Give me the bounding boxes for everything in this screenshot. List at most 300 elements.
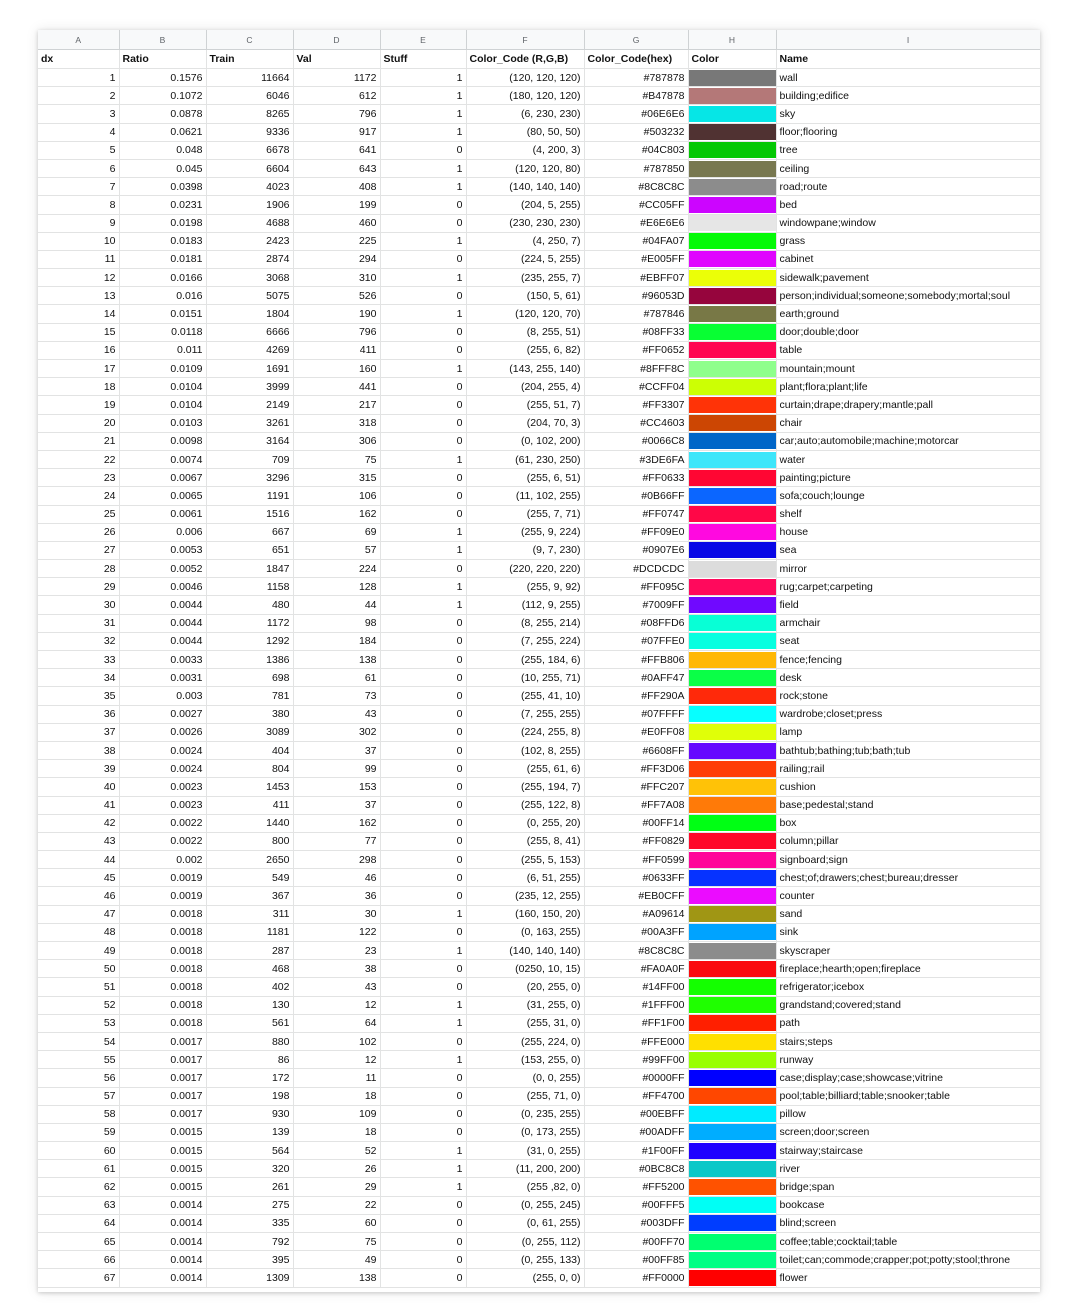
cell-val[interactable]: 411 — [293, 341, 380, 359]
cell-rgb[interactable]: (0, 163, 255) — [466, 923, 584, 941]
cell-train[interactable]: 1516 — [206, 505, 293, 523]
cell-train[interactable]: 311 — [206, 905, 293, 923]
cell-idx[interactable]: 11 — [38, 250, 119, 268]
cell-name[interactable]: desk — [776, 669, 1040, 687]
cell-val[interactable]: 102 — [293, 1032, 380, 1050]
column-letter-a[interactable]: A — [38, 30, 119, 50]
cell-ratio[interactable]: 0.1072 — [119, 87, 206, 105]
cell-val[interactable]: 184 — [293, 632, 380, 650]
cell-color[interactable] — [688, 341, 776, 359]
cell-idx[interactable]: 32 — [38, 632, 119, 650]
cell-val[interactable]: 99 — [293, 760, 380, 778]
cell-name[interactable]: signboard;sign — [776, 851, 1040, 869]
cell-rgb[interactable]: (0, 102, 200) — [466, 432, 584, 450]
cell-ratio[interactable]: 0.1576 — [119, 69, 206, 87]
cell-name[interactable]: chest;of;drawers;chest;bureau;dresser — [776, 869, 1040, 887]
cell-idx[interactable]: 62 — [38, 1178, 119, 1196]
cell-name[interactable]: path — [776, 1014, 1040, 1032]
cell-color[interactable] — [688, 541, 776, 559]
cell-stuff[interactable]: 1 — [380, 69, 466, 87]
cell-color[interactable] — [688, 396, 776, 414]
cell-name[interactable]: blind;screen — [776, 1214, 1040, 1232]
cell-name[interactable]: counter — [776, 887, 1040, 905]
cell-color[interactable] — [688, 942, 776, 960]
cell-val[interactable]: 315 — [293, 469, 380, 487]
cell-name[interactable]: sand — [776, 905, 1040, 923]
header-stuff[interactable]: Stuff — [380, 50, 466, 69]
cell-stuff[interactable]: 1 — [380, 905, 466, 923]
cell-ratio[interactable]: 0.0044 — [119, 596, 206, 614]
cell-hex[interactable]: #787846 — [584, 305, 688, 323]
cell-stuff[interactable]: 0 — [380, 214, 466, 232]
cell-color[interactable] — [688, 741, 776, 759]
cell-val[interactable]: 138 — [293, 1269, 380, 1287]
cell-hex[interactable]: #8C8C8C — [584, 178, 688, 196]
cell-stuff[interactable]: 0 — [380, 614, 466, 632]
cell-idx[interactable]: 28 — [38, 560, 119, 578]
cell-name[interactable]: fence;fencing — [776, 651, 1040, 669]
cell-ratio[interactable]: 0.0109 — [119, 360, 206, 378]
cell-rgb[interactable]: (120, 120, 120) — [466, 69, 584, 87]
cell-idx[interactable]: 43 — [38, 832, 119, 850]
cell-ratio[interactable]: 0.0022 — [119, 832, 206, 850]
cell-name[interactable]: lamp — [776, 723, 1040, 741]
cell-train[interactable]: 172 — [206, 1069, 293, 1087]
cell-name[interactable]: wall — [776, 69, 1040, 87]
cell-idx[interactable]: 3 — [38, 105, 119, 123]
cell-hex[interactable]: #003DFF — [584, 1214, 688, 1232]
cell-stuff[interactable]: 1 — [380, 596, 466, 614]
cell-color[interactable] — [688, 560, 776, 578]
cell-idx[interactable]: 4 — [38, 123, 119, 141]
cell-val[interactable]: 61 — [293, 669, 380, 687]
column-letter-i[interactable]: I — [776, 30, 1040, 50]
cell-color[interactable] — [688, 305, 776, 323]
cell-ratio[interactable]: 0.0621 — [119, 123, 206, 141]
cell-ratio[interactable]: 0.0053 — [119, 541, 206, 559]
cell-train[interactable]: 1309 — [206, 1269, 293, 1287]
cell-val[interactable]: 44 — [293, 596, 380, 614]
cell-color[interactable] — [688, 923, 776, 941]
cell-stuff[interactable]: 0 — [380, 832, 466, 850]
cell-stuff[interactable]: 1 — [380, 360, 466, 378]
cell-hex[interactable]: #0B66FF — [584, 487, 688, 505]
cell-rgb[interactable]: (255, 9, 224) — [466, 523, 584, 541]
cell-color[interactable] — [688, 432, 776, 450]
cell-stuff[interactable]: 1 — [380, 305, 466, 323]
cell-rgb[interactable]: (8, 255, 51) — [466, 323, 584, 341]
cell-rgb[interactable]: (224, 255, 8) — [466, 723, 584, 741]
cell-idx[interactable]: 49 — [38, 942, 119, 960]
cell-hex[interactable]: #07FFFF — [584, 705, 688, 723]
column-letter-c[interactable]: C — [206, 30, 293, 50]
cell-idx[interactable]: 1 — [38, 69, 119, 87]
cell-train[interactable]: 1386 — [206, 651, 293, 669]
cell-ratio[interactable]: 0.011 — [119, 341, 206, 359]
cell-hex[interactable]: #B47878 — [584, 87, 688, 105]
header-dx[interactable]: dx — [38, 50, 119, 69]
cell-rgb[interactable]: (0, 0, 255) — [466, 1069, 584, 1087]
cell-ratio[interactable]: 0.0018 — [119, 905, 206, 923]
cell-idx[interactable]: 26 — [38, 523, 119, 541]
cell-idx[interactable]: 38 — [38, 741, 119, 759]
cell-color[interactable] — [688, 960, 776, 978]
cell-name[interactable]: ceiling — [776, 159, 1040, 177]
cell-ratio[interactable]: 0.0022 — [119, 814, 206, 832]
cell-ratio[interactable]: 0.0031 — [119, 669, 206, 687]
cell-hex[interactable]: #99FF00 — [584, 1051, 688, 1069]
cell-color[interactable] — [688, 1178, 776, 1196]
cell-stuff[interactable]: 0 — [380, 869, 466, 887]
cell-ratio[interactable]: 0.0019 — [119, 887, 206, 905]
cell-rgb[interactable]: (255, 184, 6) — [466, 651, 584, 669]
cell-idx[interactable]: 23 — [38, 469, 119, 487]
cell-train[interactable]: 549 — [206, 869, 293, 887]
cell-train[interactable]: 651 — [206, 541, 293, 559]
cell-hex[interactable]: #787850 — [584, 159, 688, 177]
cell-stuff[interactable]: 0 — [380, 651, 466, 669]
cell-val[interactable]: 1172 — [293, 69, 380, 87]
cell-name[interactable]: column;pillar — [776, 832, 1040, 850]
cell-idx[interactable]: 39 — [38, 760, 119, 778]
cell-color[interactable] — [688, 123, 776, 141]
cell-name[interactable]: box — [776, 814, 1040, 832]
cell-stuff[interactable]: 0 — [380, 960, 466, 978]
cell-train[interactable]: 4023 — [206, 178, 293, 196]
cell-val[interactable]: 917 — [293, 123, 380, 141]
cell-train[interactable]: 380 — [206, 705, 293, 723]
cell-color[interactable] — [688, 1160, 776, 1178]
cell-val[interactable]: 18 — [293, 1123, 380, 1141]
cell-val[interactable]: 73 — [293, 687, 380, 705]
cell-val[interactable]: 75 — [293, 1233, 380, 1251]
cell-hex[interactable]: #0000FF — [584, 1069, 688, 1087]
cell-stuff[interactable]: 0 — [380, 487, 466, 505]
cell-stuff[interactable]: 0 — [380, 851, 466, 869]
cell-idx[interactable]: 16 — [38, 341, 119, 359]
cell-rgb[interactable]: (7, 255, 224) — [466, 632, 584, 650]
cell-hex[interactable]: #503232 — [584, 123, 688, 141]
cell-stuff[interactable]: 0 — [380, 1233, 466, 1251]
cell-stuff[interactable]: 1 — [380, 87, 466, 105]
cell-color[interactable] — [688, 105, 776, 123]
cell-color[interactable] — [688, 1196, 776, 1214]
cell-ratio[interactable]: 0.0017 — [119, 1032, 206, 1050]
cell-color[interactable] — [688, 232, 776, 250]
cell-train[interactable]: 402 — [206, 978, 293, 996]
cell-train[interactable]: 698 — [206, 669, 293, 687]
cell-ratio[interactable]: 0.0014 — [119, 1214, 206, 1232]
cell-name[interactable]: rug;carpet;carpeting — [776, 578, 1040, 596]
cell-name[interactable]: pool;table;billiard;table;snooker;table — [776, 1087, 1040, 1105]
cell-train[interactable]: 3164 — [206, 432, 293, 450]
cell-hex[interactable]: #FFB806 — [584, 651, 688, 669]
cell-idx[interactable]: 24 — [38, 487, 119, 505]
cell-name[interactable]: wardrobe;closet;press — [776, 705, 1040, 723]
cell-name[interactable]: plant;flora;plant;life — [776, 378, 1040, 396]
cell-ratio[interactable]: 0.0027 — [119, 705, 206, 723]
cell-stuff[interactable]: 0 — [380, 814, 466, 832]
cell-val[interactable]: 38 — [293, 960, 380, 978]
cell-idx[interactable]: 8 — [38, 196, 119, 214]
cell-name[interactable]: door;double;door — [776, 323, 1040, 341]
cell-idx[interactable]: 29 — [38, 578, 119, 596]
cell-train[interactable]: 198 — [206, 1087, 293, 1105]
cell-stuff[interactable]: 0 — [380, 687, 466, 705]
cell-idx[interactable]: 2 — [38, 87, 119, 105]
cell-val[interactable]: 612 — [293, 87, 380, 105]
cell-rgb[interactable]: (255, 5, 153) — [466, 851, 584, 869]
cell-hex[interactable]: #FF095C — [584, 578, 688, 596]
cell-train[interactable]: 1191 — [206, 487, 293, 505]
cell-rgb[interactable]: (10, 255, 71) — [466, 669, 584, 687]
cell-hex[interactable]: #07FFE0 — [584, 632, 688, 650]
cell-hex[interactable]: #FF09E0 — [584, 523, 688, 541]
cell-color[interactable] — [688, 1014, 776, 1032]
cell-color[interactable] — [688, 269, 776, 287]
cell-stuff[interactable]: 0 — [380, 1123, 466, 1141]
cell-train[interactable]: 4688 — [206, 214, 293, 232]
cell-stuff[interactable]: 0 — [380, 669, 466, 687]
cell-name[interactable]: water — [776, 450, 1040, 468]
cell-name[interactable]: chair — [776, 414, 1040, 432]
cell-val[interactable]: 526 — [293, 287, 380, 305]
cell-name[interactable]: cushion — [776, 778, 1040, 796]
cell-color[interactable] — [688, 141, 776, 159]
cell-hex[interactable]: #0BC8C8 — [584, 1160, 688, 1178]
header-color-code-hex[interactable]: Color_Code(hex) — [584, 50, 688, 69]
cell-hex[interactable]: #1F00FF — [584, 1142, 688, 1160]
cell-name[interactable]: base;pedestal;stand — [776, 796, 1040, 814]
cell-color[interactable] — [688, 1051, 776, 1069]
cell-color[interactable] — [688, 996, 776, 1014]
cell-train[interactable]: 395 — [206, 1251, 293, 1269]
cell-stuff[interactable]: 0 — [380, 141, 466, 159]
cell-color[interactable] — [688, 159, 776, 177]
cell-hex[interactable]: #96053D — [584, 287, 688, 305]
cell-name[interactable]: runway — [776, 1051, 1040, 1069]
cell-hex[interactable]: #0066C8 — [584, 432, 688, 450]
cell-ratio[interactable]: 0.0017 — [119, 1069, 206, 1087]
cell-hex[interactable]: #E005FF — [584, 250, 688, 268]
cell-hex[interactable]: #00FF85 — [584, 1251, 688, 1269]
cell-val[interactable]: 310 — [293, 269, 380, 287]
cell-color[interactable] — [688, 414, 776, 432]
cell-rgb[interactable]: (140, 140, 140) — [466, 942, 584, 960]
cell-ratio[interactable]: 0.0023 — [119, 778, 206, 796]
cell-val[interactable]: 12 — [293, 996, 380, 1014]
cell-ratio[interactable]: 0.0018 — [119, 978, 206, 996]
cell-train[interactable]: 2874 — [206, 250, 293, 268]
cell-rgb[interactable]: (0, 173, 255) — [466, 1123, 584, 1141]
cell-name[interactable]: grandstand;covered;stand — [776, 996, 1040, 1014]
cell-color[interactable] — [688, 196, 776, 214]
cell-rgb[interactable]: (255, 8, 41) — [466, 832, 584, 850]
cell-rgb[interactable]: (80, 50, 50) — [466, 123, 584, 141]
cell-stuff[interactable]: 0 — [380, 705, 466, 723]
cell-train[interactable]: 6666 — [206, 323, 293, 341]
cell-stuff[interactable]: 0 — [380, 1251, 466, 1269]
cell-rgb[interactable]: (112, 9, 255) — [466, 596, 584, 614]
cell-stuff[interactable]: 1 — [380, 178, 466, 196]
cell-idx[interactable]: 18 — [38, 378, 119, 396]
cell-train[interactable]: 86 — [206, 1051, 293, 1069]
cell-idx[interactable]: 58 — [38, 1105, 119, 1123]
cell-idx[interactable]: 54 — [38, 1032, 119, 1050]
cell-name[interactable]: tree — [776, 141, 1040, 159]
cell-rgb[interactable]: (235, 12, 255) — [466, 887, 584, 905]
cell-idx[interactable]: 15 — [38, 323, 119, 341]
cell-color[interactable] — [688, 87, 776, 105]
cell-hex[interactable]: #FFC207 — [584, 778, 688, 796]
cell-hex[interactable]: #E6E6E6 — [584, 214, 688, 232]
cell-name[interactable]: rock;stone — [776, 687, 1040, 705]
cell-val[interactable]: 162 — [293, 814, 380, 832]
cell-train[interactable]: 275 — [206, 1196, 293, 1214]
cell-rgb[interactable]: (4, 200, 3) — [466, 141, 584, 159]
cell-val[interactable]: 796 — [293, 105, 380, 123]
cell-val[interactable]: 26 — [293, 1160, 380, 1178]
cell-rgb[interactable]: (0250, 10, 15) — [466, 960, 584, 978]
cell-color[interactable] — [688, 214, 776, 232]
cell-idx[interactable]: 41 — [38, 796, 119, 814]
cell-name[interactable]: sidewalk;pavement — [776, 269, 1040, 287]
cell-val[interactable]: 12 — [293, 1051, 380, 1069]
cell-rgb[interactable]: (160, 150, 20) — [466, 905, 584, 923]
cell-hex[interactable]: #04FA07 — [584, 232, 688, 250]
cell-ratio[interactable]: 0.0065 — [119, 487, 206, 505]
cell-stuff[interactable]: 0 — [380, 778, 466, 796]
cell-idx[interactable]: 7 — [38, 178, 119, 196]
cell-rgb[interactable]: (61, 230, 250) — [466, 450, 584, 468]
cell-color[interactable] — [688, 360, 776, 378]
cell-rgb[interactable]: (255, 194, 7) — [466, 778, 584, 796]
cell-color[interactable] — [688, 1269, 776, 1287]
cell-rgb[interactable]: (255, 6, 82) — [466, 341, 584, 359]
cell-train[interactable]: 709 — [206, 450, 293, 468]
cell-hex[interactable]: #8C8C8C — [584, 942, 688, 960]
cell-hex[interactable]: #FF1F00 — [584, 1014, 688, 1032]
cell-rgb[interactable]: (255 ,82, 0) — [466, 1178, 584, 1196]
cell-rgb[interactable]: (31, 255, 0) — [466, 996, 584, 1014]
cell-hex[interactable]: #06E6E6 — [584, 105, 688, 123]
cell-color[interactable] — [688, 705, 776, 723]
cell-idx[interactable]: 50 — [38, 960, 119, 978]
cell-stuff[interactable]: 0 — [380, 1032, 466, 1050]
cell-rgb[interactable]: (255, 9, 92) — [466, 578, 584, 596]
cell-ratio[interactable]: 0.0023 — [119, 796, 206, 814]
cell-ratio[interactable]: 0.0015 — [119, 1160, 206, 1178]
cell-hex[interactable]: #787878 — [584, 69, 688, 87]
cell-stuff[interactable]: 1 — [380, 123, 466, 141]
cell-ratio[interactable]: 0.0198 — [119, 214, 206, 232]
column-letter-f[interactable]: F — [466, 30, 584, 50]
cell-idx[interactable]: 34 — [38, 669, 119, 687]
cell-ratio[interactable]: 0.0024 — [119, 741, 206, 759]
cell-stuff[interactable]: 0 — [380, 196, 466, 214]
cell-rgb[interactable]: (143, 255, 140) — [466, 360, 584, 378]
cell-color[interactable] — [688, 1233, 776, 1251]
cell-idx[interactable]: 9 — [38, 214, 119, 232]
cell-idx[interactable]: 22 — [38, 450, 119, 468]
cell-color[interactable] — [688, 651, 776, 669]
cell-stuff[interactable]: 0 — [380, 741, 466, 759]
cell-name[interactable]: mountain;mount — [776, 360, 1040, 378]
cell-ratio[interactable]: 0.006 — [119, 523, 206, 541]
cell-idx[interactable]: 67 — [38, 1269, 119, 1287]
cell-rgb[interactable]: (6, 51, 255) — [466, 869, 584, 887]
cell-ratio[interactable]: 0.0018 — [119, 1014, 206, 1032]
cell-hex[interactable]: #6608FF — [584, 741, 688, 759]
cell-idx[interactable]: 44 — [38, 851, 119, 869]
cell-hex[interactable]: #FF0000 — [584, 1269, 688, 1287]
cell-train[interactable]: 3068 — [206, 269, 293, 287]
cell-name[interactable]: person;individual;someone;somebody;mortal;soul — [776, 287, 1040, 305]
cell-val[interactable]: 441 — [293, 378, 380, 396]
cell-val[interactable]: 64 — [293, 1014, 380, 1032]
cell-ratio[interactable]: 0.0014 — [119, 1251, 206, 1269]
cell-val[interactable]: 98 — [293, 614, 380, 632]
cell-train[interactable]: 468 — [206, 960, 293, 978]
cell-ratio[interactable]: 0.045 — [119, 159, 206, 177]
header-ratio[interactable]: Ratio — [119, 50, 206, 69]
cell-stuff[interactable]: 0 — [380, 723, 466, 741]
cell-name[interactable]: sink — [776, 923, 1040, 941]
cell-name[interactable]: sky — [776, 105, 1040, 123]
cell-idx[interactable]: 17 — [38, 360, 119, 378]
cell-rgb[interactable]: (220, 220, 220) — [466, 560, 584, 578]
cell-ratio[interactable]: 0.0398 — [119, 178, 206, 196]
cell-ratio[interactable]: 0.0118 — [119, 323, 206, 341]
cell-hex[interactable]: #FFE000 — [584, 1032, 688, 1050]
cell-hex[interactable]: #FF5200 — [584, 1178, 688, 1196]
cell-name[interactable]: windowpane;window — [776, 214, 1040, 232]
cell-train[interactable]: 2650 — [206, 851, 293, 869]
cell-idx[interactable]: 33 — [38, 651, 119, 669]
cell-name[interactable]: mirror — [776, 560, 1040, 578]
cell-ratio[interactable]: 0.0104 — [119, 378, 206, 396]
cell-color[interactable] — [688, 851, 776, 869]
cell-train[interactable]: 6046 — [206, 87, 293, 105]
cell-stuff[interactable]: 1 — [380, 1014, 466, 1032]
cell-ratio[interactable]: 0.0183 — [119, 232, 206, 250]
cell-train[interactable]: 2149 — [206, 396, 293, 414]
cell-name[interactable]: curtain;drape;drapery;mantle;pall — [776, 396, 1040, 414]
cell-rgb[interactable]: (255, 61, 6) — [466, 760, 584, 778]
cell-color[interactable] — [688, 1032, 776, 1050]
cell-name[interactable]: skyscraper — [776, 942, 1040, 960]
cell-val[interactable]: 225 — [293, 232, 380, 250]
cell-train[interactable]: 1847 — [206, 560, 293, 578]
cell-val[interactable]: 318 — [293, 414, 380, 432]
cell-rgb[interactable]: (0, 61, 255) — [466, 1214, 584, 1232]
cell-hex[interactable]: #EBFF07 — [584, 269, 688, 287]
cell-ratio[interactable]: 0.0044 — [119, 632, 206, 650]
cell-color[interactable] — [688, 378, 776, 396]
cell-rgb[interactable]: (153, 255, 0) — [466, 1051, 584, 1069]
cell-name[interactable]: cabinet — [776, 250, 1040, 268]
cell-train[interactable]: 804 — [206, 760, 293, 778]
cell-name[interactable]: car;auto;automobile;machine;motorcar — [776, 432, 1040, 450]
cell-ratio[interactable]: 0.0103 — [119, 414, 206, 432]
cell-color[interactable] — [688, 978, 776, 996]
cell-stuff[interactable]: 1 — [380, 996, 466, 1014]
cell-ratio[interactable]: 0.016 — [119, 287, 206, 305]
cell-ratio[interactable]: 0.0017 — [119, 1051, 206, 1069]
cell-ratio[interactable]: 0.0015 — [119, 1178, 206, 1196]
cell-ratio[interactable]: 0.0098 — [119, 432, 206, 450]
cell-color[interactable] — [688, 669, 776, 687]
